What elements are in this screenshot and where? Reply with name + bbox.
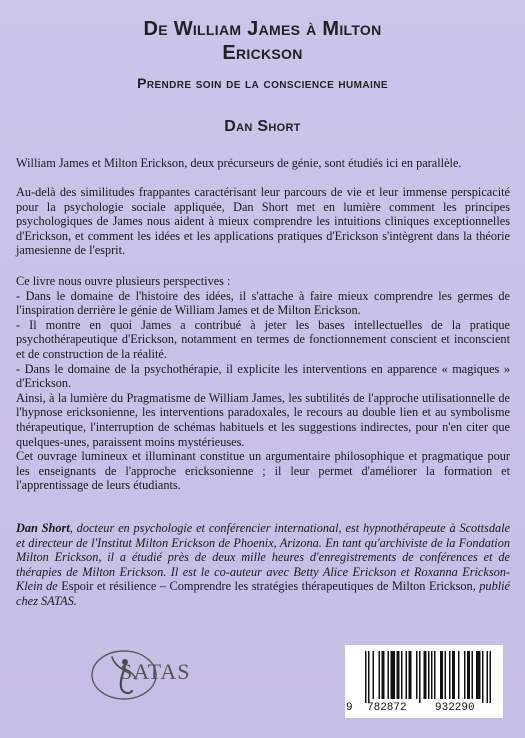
barcode-bar bbox=[464, 651, 466, 699]
perspectives-section bbox=[16, 274, 510, 493]
conclusion-paragraph: Cet ouvrage lumineux et illuminant constitue un argumentaire philosophique et pragmatique pour les enseignants de l'approche ericksonienne ; il leur permet d'améliorer la formation et l'apprentissage de leurs étudiants. bbox=[16, 449, 510, 493]
barcode-bar bbox=[419, 651, 421, 703]
perspective-item: - Il montre en quoi James a contribué à jeter les bases intellectuelles de la pratique psychothérapeutique d'Erickson, notamment en termes de fonctionnement conscient et inconscient et de construction de la réalité. bbox=[16, 317, 510, 361]
barcode-bar bbox=[490, 651, 492, 703]
bio-text: , docteur en psychologie et conférencier international, est hypnothérapeute à Scottsdale et directeur de l'Institut Milton Erickson de Phoenix, Arizona. En tant qu'archiviste de la Fondation Milton Erickson, il a étudié près de deux mille heures d'enregistrements de conférences et de thérapies de Milton Erickson. Il est le co-auteur avec Betty Alice Erickson et Roxanna Erickson-Klein de bbox=[16, 521, 510, 594]
barcode-bars bbox=[353, 651, 495, 703]
barcode-bar bbox=[379, 651, 381, 699]
barcode-bar bbox=[401, 651, 403, 699]
barcode-bar bbox=[467, 651, 470, 699]
barcode-bar bbox=[445, 651, 447, 699]
barcode-bar bbox=[449, 651, 451, 699]
barcode-bar bbox=[373, 651, 375, 699]
barcode-bar bbox=[434, 651, 436, 699]
summary-paragraph: Au-delà des similitudes frappantes caractérisant leur parcours de vie et leur immense perspicacité pour la psychologie sociale appliquée, Dan Short met en lumière comment les principes psychologiques de James nous aident à mieux comprendre les intuitions cliniques exceptionnelles d'Erickson, et comment les idées et les applications pratiques d'Erickson s'intègrent dans la théorie jamesienne de l'esprit. bbox=[16, 185, 510, 258]
book-subtitle: Prendre soin de la conscience humaine bbox=[137, 75, 388, 91]
intro-paragraph: William James et Milton Erickson, deux précurseurs de génie, sont étudiés ici en parallèle. bbox=[16, 156, 462, 170]
author-bio: Dan Short, docteur en psychologie et conférencier international, est hypnothérapeute à Scottsdale et directeur de l'Institut Milton Erickson de Phoenix, Arizona. En tant qu'archiviste de la Fondation Milton Erickson, il a étudié près de deux mille heures d'enregistrements de conférences et de thérapies de Milton Erickson. Il est le co-auteur avec Betty Alice Erickson et Roxanna Erickson-Klein de Espoir et résilience – Comprendre les stratégies thérapeutiques de Milton Erickson, publié chez SATAS. bbox=[16, 521, 511, 608]
pragmatism-paragraph: Ainsi, à la lumière du Pragmatisme de William James, les subtilités de l'approche utilisationnelle de l'hypnose ericksonienne, les interventions paradoxales, le recours au double lien et au symbolisme thérapeutique, l'interruption de schémas habituels et les suggestions indirectes, pour n'en citer que quelques-unes, paraissent moins mystérieuses. bbox=[16, 390, 510, 449]
bio-publisher-intro: , publié chez bbox=[16, 579, 511, 608]
publisher-logo-text: SATAS bbox=[120, 659, 191, 684]
perspective-item: - Dans le domaine de la psychothérapie, il explicite les interventions en apparence « magiques » d'Erickson. bbox=[16, 361, 510, 391]
barcode-bar bbox=[365, 651, 367, 703]
barcode-bar bbox=[476, 651, 481, 699]
bio-publisher: SATAS bbox=[40, 593, 74, 608]
bio-author-name: Dan Short bbox=[16, 521, 70, 535]
book-title-line2: Erickson bbox=[222, 42, 303, 64]
barcode-bar bbox=[409, 651, 412, 699]
barcode-bar bbox=[424, 651, 427, 699]
book-title-line1: De William James à Milton bbox=[143, 18, 382, 40]
barcode-bar bbox=[388, 651, 390, 699]
barcode-bar bbox=[406, 651, 408, 699]
barcode-bar bbox=[391, 651, 396, 699]
barcode-bar bbox=[458, 651, 460, 699]
bio-book-title: Espoir et résilience – Comprendre les stratégies thérapeutiques de Milton Erickson bbox=[61, 579, 473, 594]
perspective-item: - Dans le domaine de l'histoire des idées, il s'attache à faire mieux comprendre les germes de l'inspiration derrière le génie de William James et de Milton Erickson. bbox=[16, 288, 510, 318]
barcode-bar bbox=[440, 651, 443, 699]
barcode-bar bbox=[472, 651, 474, 699]
isbn-barcode bbox=[345, 645, 503, 718]
barcode-bar bbox=[452, 651, 455, 699]
barcode-bar bbox=[416, 651, 418, 699]
barcode-bar bbox=[397, 651, 400, 699]
barcode-bar bbox=[368, 651, 370, 703]
isbn-group-2: 932290 bbox=[435, 702, 475, 714]
barcode-bar bbox=[487, 651, 489, 703]
barcode-bar bbox=[428, 651, 430, 699]
isbn-group-1: 782872 bbox=[367, 702, 407, 714]
barcode-bar bbox=[431, 651, 433, 699]
barcode-bar bbox=[382, 651, 385, 699]
perspectives-intro: Ce livre nous ouvre plusieurs perspectives : bbox=[16, 274, 231, 288]
author-name: Dan Short bbox=[224, 118, 301, 135]
barcode-bar bbox=[482, 651, 484, 703]
isbn-first-digit: 9 bbox=[346, 702, 353, 714]
